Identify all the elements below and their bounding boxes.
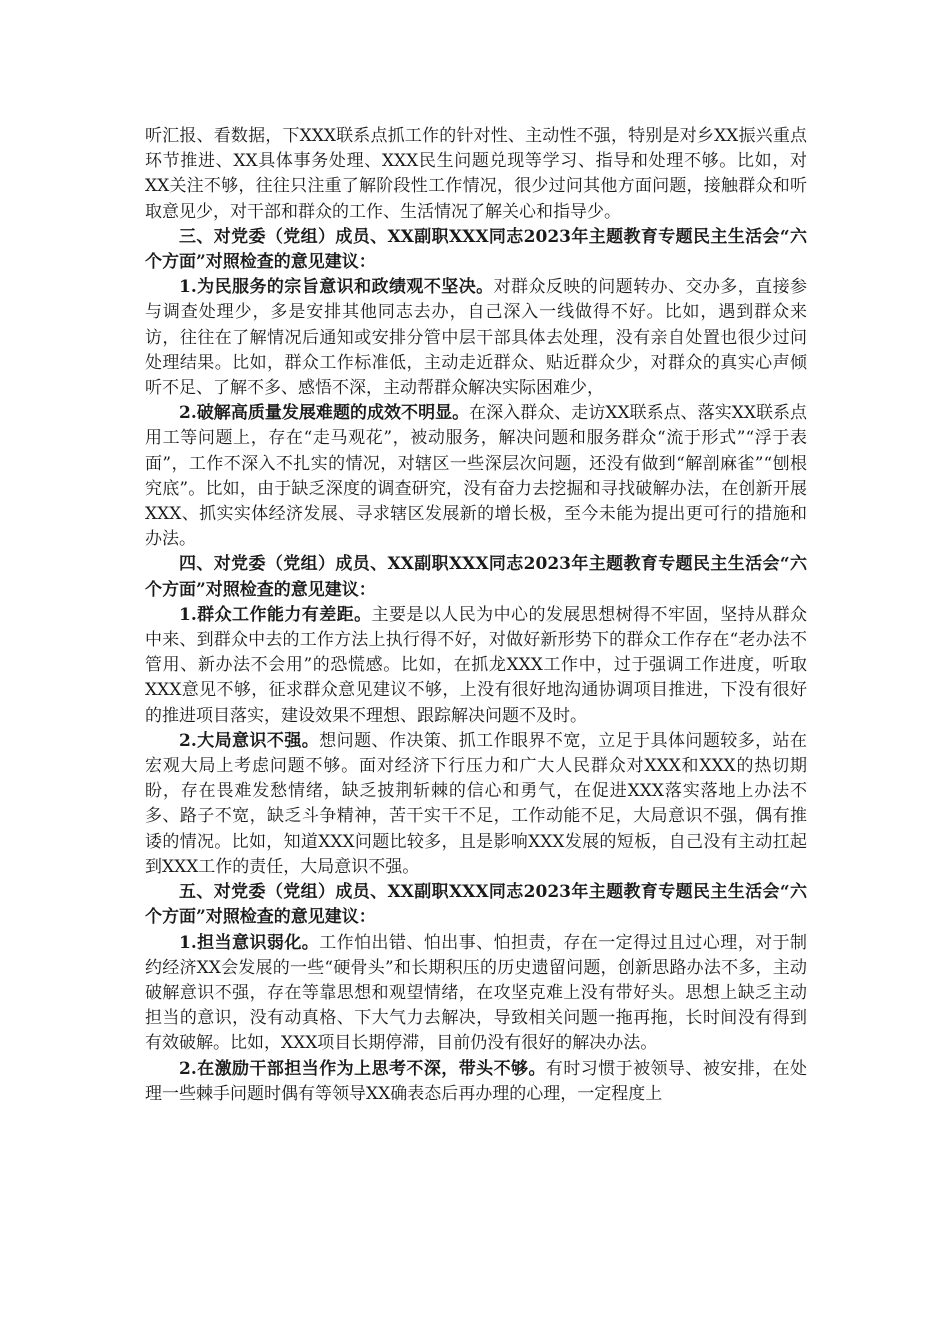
item-title: 1.为民服务的宗旨意识和政绩观不坚决。 (179, 277, 494, 298)
section-4-item-1 (145, 603, 807, 729)
item-title: 2.在激励干部担当作为上思考不深，带头不够。 (179, 1058, 546, 1079)
item-body: 工作怕出错、怕出事、怕担责，存在一定得过且过心理，对于制约经济XX会发展的一些“硬骨头”和长期积压的历史遗留问题，创新思路办法不多，主动破解意识不强，存在等靠思想和观望情绪，在攻坚克难上没有带好头。思想上缺乏主动担当的意识，没有动真格、下大气力去解决，导致相关问题一拖再拖，长时间没有得到有效破解。比如，XXX项目长期停滞，目前仍没有很好的解决办法。 (145, 932, 807, 1054)
section-5-heading: 五、对党委（党组）成员、XX副职XXX同志2023年主题教育专题民主生活会“六个方面”对照检查的意见建议： (145, 882, 807, 928)
item-title: 1.担当意识弱化。 (179, 932, 320, 953)
section-3-item-1 (145, 275, 807, 401)
item-body: 主要是以人民为中心的发展思想树得不牢固，坚持从群众中来、到群众中去的工作方法上执行得不好，对做好新形势下的群众工作存在“老办法不管用、新办法不会用”的恐慌感。比如，在抓龙XXX工作中，过于强调工作进度，听取XXX意见不够，征求群众意见建议不够，上没有很好地沟通协调项目推进，下没有很好的推进项目落实，建设效果不理想、跟踪解决问题不及时。 (145, 604, 808, 726)
section-3-item-2 (145, 401, 807, 552)
item-body: 在深入群众、走访XX联系点、落实XX联系点用工等问题上，存在“走马观花”，被动服务，解决问题和服务群众“流于形式”“浮于表面”，工作不深入不扎实的情况，对辖区一些深层次问题，还没有做到“解剖麻雀”“刨根究底”。比如，由于缺乏深度的调查研究，没有奋力去挖掘和寻找破解办法，在创新开展XXX、抓实实体经济发展、寻求辖区发展新的增长极，至今未能为提出更可行的措施和办法。 (145, 403, 807, 550)
item-title: 1.群众工作能力有差距。 (179, 604, 372, 625)
section-3-heading: 三、对党委（党组）成员、XX副职XXX同志2023年主题教育专题民主生活会“六个方面”对照检查的意见建议： (145, 226, 807, 273)
item-body: 对群众反映的问题转办、交办多，直接参与调查处理少，多是安排其他同志去办，自己深入一线做得不好。比如，遇到群众来访，往往在了解情况后通知或安排分管中层干部具体去处理，没有亲自处置也很少过问处理结果。比如，群众工作标准低，主动走近群众、贴近群众少，对群众的真实心声倾听不足、了解不多、感悟不深，主动帮群众解决实际困难少， (145, 277, 808, 399)
section-4-item-2 (145, 729, 807, 880)
item-title: 2.破解高质量发展难题的成效不明显。 (179, 403, 470, 424)
document-page (145, 124, 807, 1107)
intro-paragraph: 听汇报、看数据，下XXX联系点抓工作的针对性、主动性不强，特别是对乡XX振兴重点环节推进、XX具体事务处理、XXX民生问题兑现等学习、指导和处理不够。比如，对XX关注不够，往往只注重了解阶段性工作情况，很少过问其他方面问题，接触群众和听取意见少，对干部和群众的工作、生活情况了解关心和指导少。 (145, 126, 807, 222)
item-title: 2.大局意识不强。 (179, 730, 320, 751)
section-5-item-2 (145, 1057, 807, 1107)
item-body: 有时习惯于被领导、被安排，在处理一些棘手问题时偶有等领导XX确表态后再办理的心理，一定程度上 (145, 1058, 808, 1104)
section-4-heading: 四、对党委（党组）成员、XX副职XXX同志2023年主题教育专题民主生活会“六个方面”对照检查的意见建议： (145, 554, 807, 600)
item-body: 想问题、作决策、抓工作眼界不宽，立足于具体问题较多，站在宏观大局上考虑问题不够。面对经济下行压力和广大人民群众对XXX和XXX的热切期盼，存在畏难发愁情绪，缺乏披荆斩棘的信心和勇气，在促进XXX落实落地上办法不多、路子不宽，缺乏斗争精神，苦干实干不足，工作动能不足，大局意识不强，偶有推诿的情况。比如，知道XXX问题比较多，且是影响XXX发展的短板，自己没有主动扛起到XXX工作的责任，大局意识不强。 (145, 730, 807, 877)
section-5-item-1 (145, 931, 807, 1057)
